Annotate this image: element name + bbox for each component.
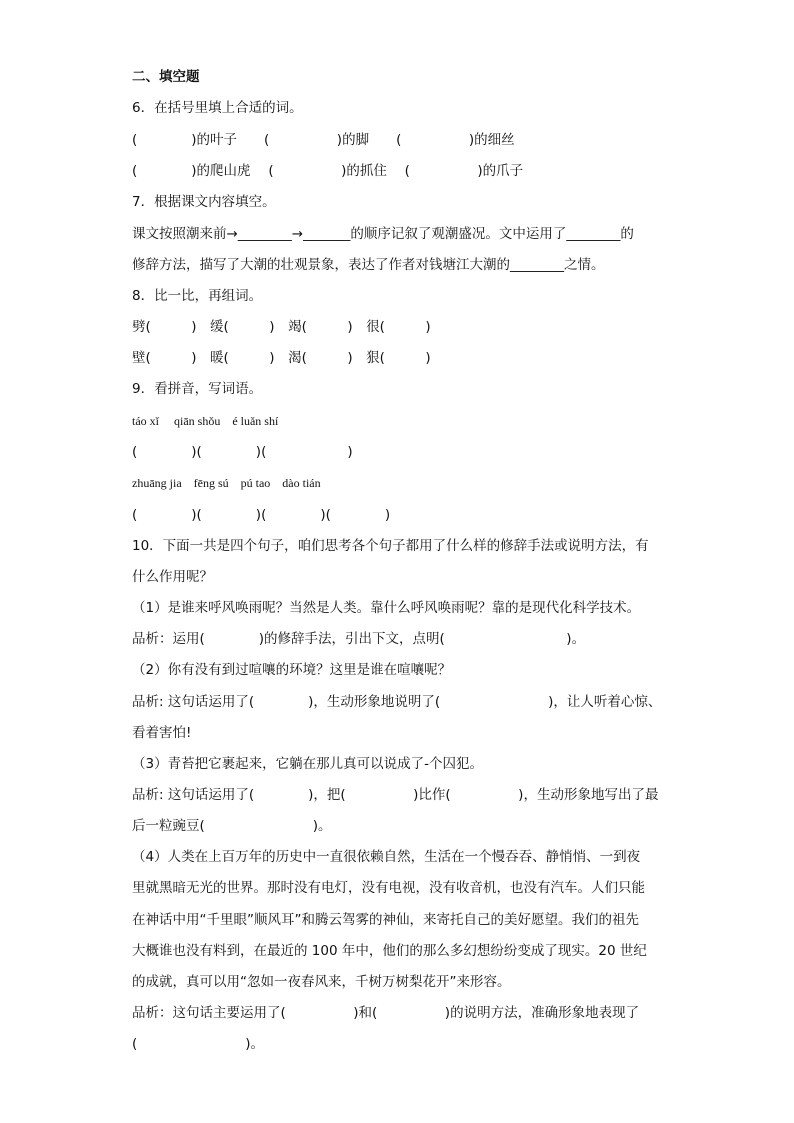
q10-sentence-4b: 里就黑暗无光的世界。那时没有电灯，没有电视，没有收音机，也没有汽车。人们只能: [132, 880, 645, 896]
q10-analysis-4a: 品析：这句话主要运用了( )和( )的说明方法，准确形象地表现了: [132, 1005, 640, 1021]
q10-sentence-4e: 的成就，真可以用“忽如一夜春风来，千树万树梨花开”来形容。: [132, 974, 511, 990]
q10-analysis-3b: 后一粒豌豆( )。: [132, 818, 332, 834]
q10-analysis-2a: 品析: 这句话运用了( )，生动形象地说明了( )，让人听着心惊、: [132, 694, 662, 710]
q9-pinyin-1: táo xǐ qiān shǒu é luǎn shí: [132, 414, 279, 428]
q10-heading-1: 10．下面一共是四个句子，咱们思考各个句子都用了什么样的修辞手法或说明方法，有: [132, 538, 649, 554]
q6-row-1: ( )的叶子 ( )的脚 ( )的细丝: [132, 132, 515, 148]
q10-sentence-3: （3）青苔把它裹起来，它躺在那儿真可以说成了-个囚犯。: [132, 756, 483, 772]
q6-heading: 6．在括号里填上合适的词。: [132, 100, 303, 116]
q10-sentence-1: （1）是谁来呼风唤雨呢？当然是人类。靠什么呼风唤雨呢？靠的是现代化科学技术。: [132, 600, 641, 616]
q6-row-2: ( )的爬山虎 ( )的抓住 ( )的爪子: [132, 163, 524, 179]
q8-heading: 8．比一比，再组词。: [132, 288, 263, 304]
q10-sentence-4a: （4）人类在上百万年的历史中一直很依赖自然，生活在一个慢吞吞、静悄悄、一到夜: [132, 849, 641, 865]
q9-blanks-2: ( )( )( )( ): [132, 507, 391, 523]
q9-pinyin-2: zhuāng jia fēng sú pú tao dào tián: [132, 476, 321, 490]
q10-sentence-4c: 在神话中用“千里眼”顺风耳”和腾云驾雾的神仙，来寄托自己的美好愿望。我们的祖先: [132, 912, 639, 928]
q7-heading: 7．根据课文内容填空。: [132, 194, 276, 210]
q8-row-1: 劈( ) 缓( ) 竭( ) 很( ): [132, 319, 431, 335]
section-title: 二、填空题: [132, 69, 200, 85]
q10-analysis-3a: 品析: 这句话运用了( )，把( )比作( )，生动形象地写出了最: [132, 787, 659, 803]
q10-heading-2: 什么作用呢？: [132, 569, 213, 585]
q7-line-1: 课文按照潮来前→________→_______的顺序记叙了观潮盛况。文中运用了________的: [132, 226, 634, 242]
q8-row-2: 壁( ) 暖( ) 渴( ) 狠( ): [132, 350, 431, 366]
q9-blanks-1: ( )( )( ): [132, 444, 353, 460]
q10-sentence-4d: 大概谁也没有料到，在最近的 100 年中，他们的那么多幻想纷纷变成了现实。20 世纪: [132, 943, 647, 959]
q10-analysis-1: 品析：运用( )的修辞手法，引出下文，点明( )。: [132, 631, 586, 647]
q10-sentence-2: （2）你有没有到过喧嚷的环境？这里是谁在喧嚷呢？: [132, 662, 452, 678]
q9-heading: 9．看拼音，写词语。: [132, 381, 263, 397]
q10-analysis-4b: ( )。: [132, 1036, 265, 1052]
q7-line-2: 修辞方法，描写了大潮的壮观景象，表达了作者对钱塘江大潮的________之情。: [132, 257, 605, 273]
q10-analysis-2b: 看着害怕!: [132, 725, 192, 741]
